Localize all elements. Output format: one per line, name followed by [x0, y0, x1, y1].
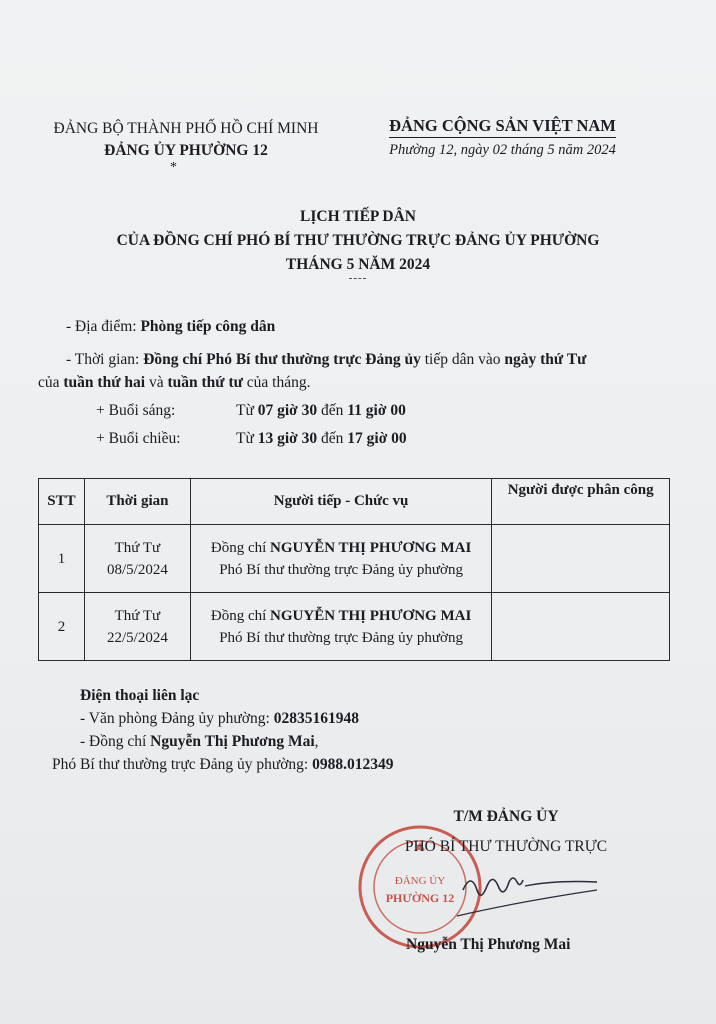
receiver-position: Phó Bí thư thường trực Đảng ủy phường — [219, 629, 463, 646]
cell-time — [84, 525, 190, 593]
location-value: Phòng tiếp công dân — [140, 318, 276, 335]
afternoon-pre: Từ — [236, 430, 258, 447]
cell-stt: 1 — [39, 525, 85, 593]
person-label: - Đồng chí — [80, 733, 151, 750]
time-text2: của — [38, 374, 64, 391]
issuer-line2: ĐẢNG ỦY PHƯỜNG 12 — [104, 142, 268, 159]
cell-receiver — [190, 593, 491, 661]
receiver-prefix: Đồng chí — [210, 607, 271, 624]
party-block — [370, 116, 635, 159]
header-time: Thời gian — [84, 479, 190, 525]
contact-block — [52, 684, 394, 776]
receiver-name: NGUYỄN THỊ PHƯƠNG MAI — [270, 607, 472, 624]
morning-to: 11 giờ 00 — [347, 402, 406, 419]
header-receiver: Người tiếp - Chức vụ — [190, 479, 491, 525]
morning-pre: Từ — [236, 402, 258, 419]
time-line2 — [38, 374, 310, 392]
time-bold1: Đồng chí Phó Bí thư thường trực Đảng ủy — [143, 351, 421, 368]
handwritten-signature-icon — [455, 860, 605, 930]
issuer-block — [36, 118, 336, 162]
time-bold2: ngày thứ Tư — [504, 351, 587, 368]
cell-stt: 2 — [39, 593, 85, 661]
receiver-prefix: Đồng chí — [210, 539, 271, 556]
time-bold3: tuần thứ hai — [63, 374, 146, 391]
stamp-text-line2: PHƯỜNG 12 — [385, 891, 455, 905]
time-text3: và — [145, 374, 168, 391]
table-header-row — [39, 479, 670, 525]
time-text4: của tháng. — [242, 374, 311, 391]
location-line — [66, 318, 275, 336]
signer-name: Nguyễn Thị Phương Mai — [406, 936, 571, 953]
title-line2: CỦA ĐỒNG CHÍ PHÓ BÍ THƯ THƯỜNG TRỰC ĐẢNG ỦY PHƯỜNG — [116, 232, 600, 249]
party-name: ĐẢNG CỘNG SẢN VIỆT NAM — [389, 116, 616, 138]
location-label: - Địa điểm: — [66, 318, 141, 335]
cell-assigned — [492, 593, 670, 661]
afternoon-label: + Buổi chiều: — [96, 430, 181, 447]
receiver-name: NGUYỄN THỊ PHƯƠNG MAI — [270, 539, 472, 556]
title-divider: ---- — [348, 272, 368, 284]
cell-time — [84, 593, 190, 661]
afternoon-from: 13 giờ 30 — [257, 430, 318, 447]
cell-day: Thứ Tư — [114, 539, 161, 556]
time-text1: tiếp dân vào — [420, 351, 505, 368]
cell-day: Thứ Tư — [114, 607, 161, 624]
time-line1 — [66, 351, 586, 369]
issuer-line1: ĐẢNG BỘ THÀNH PHỐ HỒ CHÍ MINH — [53, 120, 319, 137]
time-bold4: tuần thứ tư — [167, 374, 243, 391]
morning-mid: đến — [317, 402, 348, 419]
cell-receiver — [190, 525, 491, 593]
office-phone: 02835161948 — [273, 710, 359, 727]
morning-label: + Buổi sáng: — [96, 402, 176, 419]
morning-from: 07 giờ 30 — [257, 402, 318, 419]
document-title — [0, 205, 716, 277]
office-label: - Văn phòng Đảng ủy phường: — [80, 710, 274, 727]
person-phone: 0988.012349 — [312, 756, 394, 773]
issuer-star: * — [170, 160, 177, 175]
date-place: Phường 12, ngày 02 tháng 5 năm 2024 — [389, 142, 616, 158]
person-name: Nguyễn Thị Phương Mai — [150, 733, 315, 750]
person-comma: , — [314, 733, 319, 750]
signature-line2: PHÓ BÍ THƯ THƯỜNG TRỰC — [404, 838, 608, 855]
stamp-text-line1: ĐẢNG ỦY — [394, 875, 446, 887]
title-line1: LỊCH TIẾP DÂN — [300, 208, 416, 225]
cell-assigned — [492, 525, 670, 593]
contact-title: Điện thoại liên lạc — [80, 687, 200, 704]
schedule-table — [38, 478, 670, 661]
time-label: - Thời gian: — [66, 351, 144, 368]
header-stt: STT — [39, 479, 85, 525]
table-row — [39, 525, 670, 593]
header-assigned: Người được phân công — [492, 479, 670, 525]
cell-date: 08/5/2024 — [107, 561, 168, 578]
title-line3: THÁNG 5 NĂM 2024 — [285, 256, 431, 273]
afternoon-mid: đến — [317, 430, 348, 447]
person-position-label: Phó Bí thư thường trực Đảng ủy phường: — [52, 756, 313, 773]
morning-hours — [236, 402, 406, 420]
cell-date: 22/5/2024 — [107, 629, 168, 646]
table-row — [39, 593, 670, 661]
afternoon-hours — [236, 430, 407, 448]
afternoon-to: 17 giờ 00 — [347, 430, 407, 447]
signature-block — [376, 802, 636, 862]
receiver-position: Phó Bí thư thường trực Đảng ủy phường — [219, 561, 463, 578]
signature-line1: T/M ĐẢNG ỦY — [453, 808, 559, 825]
